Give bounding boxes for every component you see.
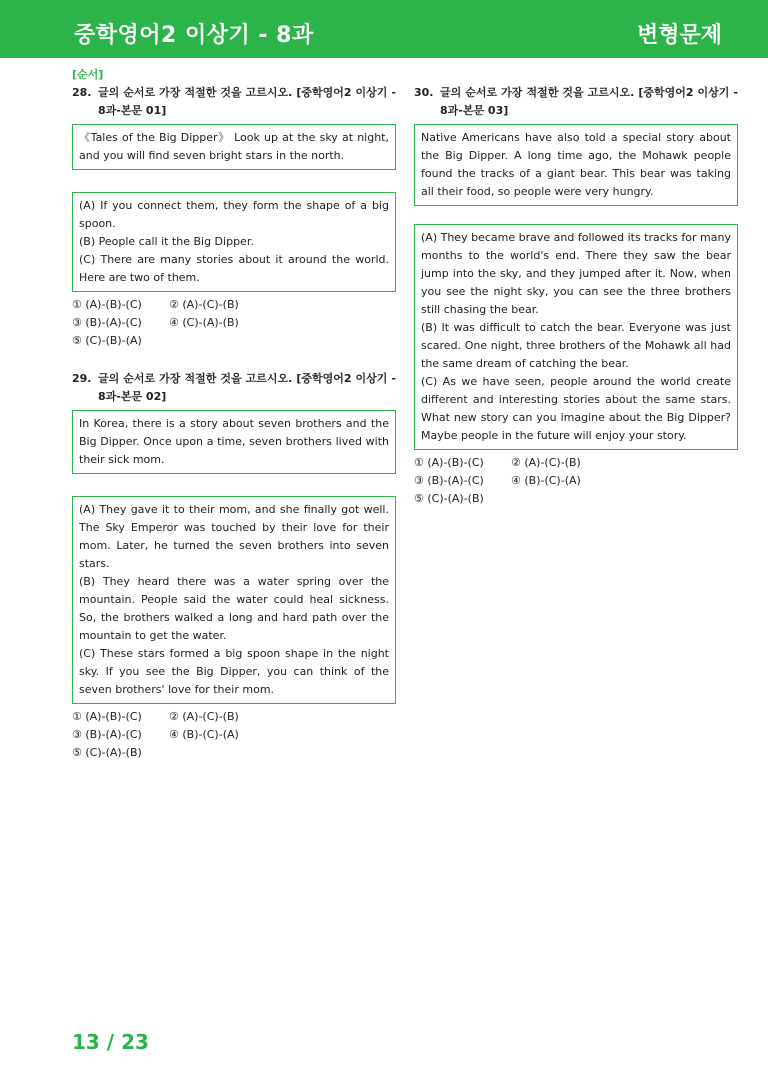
question-29-prompt — [72, 370, 396, 406]
question-number: 28. — [72, 86, 92, 99]
intro-passage: 《Tales of the Big Dipper》 Look up at the sky at night, and you will find seven bright stars in the north. — [79, 131, 389, 162]
choice-3[interactable]: ③ (B)-(A)-(C) — [72, 728, 142, 741]
part-b: (B) People call it the Big Dipper. — [79, 235, 254, 248]
choice-5[interactable]: ⑤ (C)-(A)-(B) — [72, 746, 142, 759]
header-category: 변형문제 — [636, 23, 722, 48]
part-a: (A) They became brave and followed its tracks for many months to the world's end. There they saw the bear jump into the sky, and they jumped after it. Now, when you see the night sky, you can see the three brothers still chasing the bear. — [421, 231, 731, 316]
question-29-choices — [72, 708, 396, 762]
intro-passage: In Korea, there is a story about seven brothers and the Big Dipper. Once upon a time, seven brothers lived with their sick mom. — [79, 417, 389, 466]
question-28-prompt — [72, 84, 396, 120]
part-a: (A) They gave it to their mom, and she finally got well. The Sky Emperor was touched by their love for their mom. Later, he turned the seven brothers into seven stars. — [79, 503, 389, 570]
section-tag: [순서] — [72, 68, 104, 81]
question-28-intro-box — [72, 124, 396, 170]
choice-4[interactable]: ④ (B)-(C)-(A) — [169, 728, 239, 741]
part-b: (B) It was difficult to catch the bear. Everyone was just scared. One night, three brothers of the Mohawk all had the same dream of catching the bear. — [421, 321, 731, 370]
question-text: 글의 순서로 가장 적절한 것을 고르시오. [중학영어2 이상기 - — [98, 86, 396, 99]
question-30-intro-box — [414, 124, 738, 206]
question-source: 8과-본문 01] — [98, 104, 167, 117]
part-a: (A) If you connect them, they form the shape of a big spoon. — [79, 199, 389, 230]
choice-3[interactable]: ③ (B)-(A)-(C) — [414, 474, 484, 487]
question-29-parts-box — [72, 496, 396, 704]
header-title: 중학영어2 이상기 - 8과 — [74, 23, 314, 48]
part-b: (B) They heard there was a water spring over the mountain. People said the water could heal sickness. So, the brothers walked a long and hard path over the mountain to get the water. — [79, 575, 389, 642]
page-number: 13 / 23 — [72, 1030, 149, 1054]
question-28-choices — [72, 296, 396, 350]
question-number: 29. — [72, 372, 92, 385]
left-column — [72, 66, 396, 762]
question-30-prompt — [414, 84, 738, 120]
choice-2[interactable]: ② (A)-(C)-(B) — [511, 456, 581, 469]
right-column — [414, 84, 738, 508]
page-header — [0, 0, 768, 58]
choice-4[interactable]: ④ (B)-(C)-(A) — [511, 474, 581, 487]
part-c: (C) There are many stories about it around the world. Here are two of them. — [79, 253, 389, 284]
part-c: (C) As we have seen, people around the world create different and interesting stories about the same stars. What new story can you imagine about the Big Dipper? Maybe people in the future will enjoy your story. — [421, 375, 731, 442]
choice-1[interactable]: ① (A)-(B)-(C) — [414, 456, 484, 469]
question-number: 30. — [414, 86, 434, 99]
question-29-intro-box — [72, 410, 396, 474]
question-source: 8과-본문 03] — [440, 104, 509, 117]
question-text: 글의 순서로 가장 적절한 것을 고르시오. [중학영어2 이상기 - — [98, 372, 396, 385]
intro-passage: Native Americans have also told a special story about the Big Dipper. A long time ago, the Mohawk people found the tracks of a giant bear. This bear was taking all their food, so people were very hungry. — [421, 131, 731, 198]
choice-1[interactable]: ① (A)-(B)-(C) — [72, 710, 142, 723]
question-source: 8과-본문 02] — [98, 390, 167, 403]
choice-2[interactable]: ② (A)-(C)-(B) — [169, 710, 239, 723]
choice-1[interactable]: ① (A)-(B)-(C) — [72, 298, 142, 311]
question-30-parts-box — [414, 224, 738, 450]
choice-2[interactable]: ② (A)-(C)-(B) — [169, 298, 239, 311]
choice-4[interactable]: ④ (C)-(A)-(B) — [169, 316, 239, 329]
question-30-choices — [414, 454, 738, 508]
question-28-parts-box — [72, 192, 396, 292]
part-c: (C) These stars formed a big spoon shape in the night sky. If you see the Big Dipper, you can think of the seven brothers' love for their mom. — [79, 647, 389, 696]
choice-5[interactable]: ⑤ (C)-(A)-(B) — [414, 492, 484, 505]
choice-3[interactable]: ③ (B)-(A)-(C) — [72, 316, 142, 329]
choice-5[interactable]: ⑤ (C)-(B)-(A) — [72, 334, 142, 347]
question-text: 글의 순서로 가장 적절한 것을 고르시오. [중학영어2 이상기 - — [440, 86, 738, 99]
